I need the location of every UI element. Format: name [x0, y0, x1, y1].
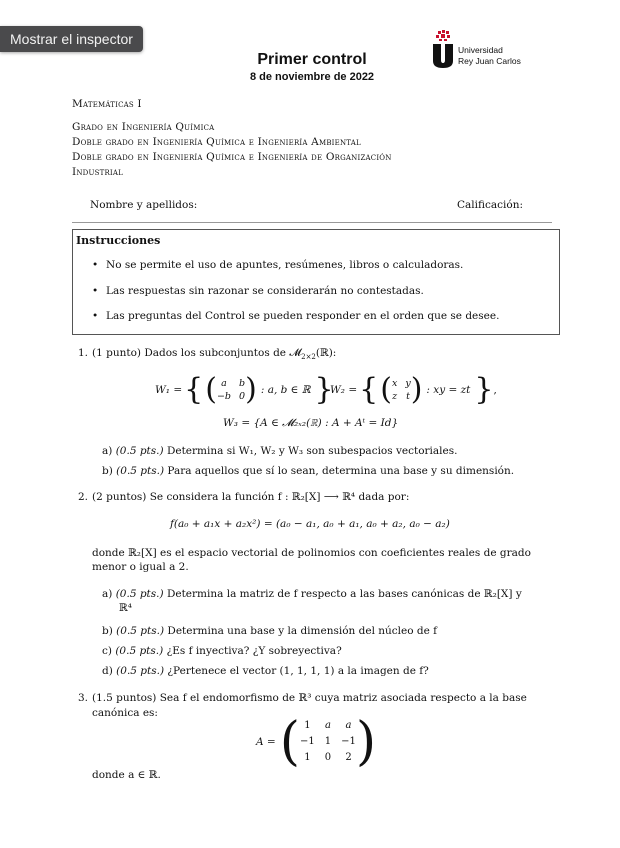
degree-line-1: Grado en Ingeniería Química	[72, 121, 215, 133]
degree-line-2: Doble grado en Ingeniería Química e Ingeniería Ambiental	[72, 136, 361, 148]
instructions-title: Instrucciones	[76, 234, 161, 247]
q1-set-w1: W₁ = { ( a b −b 0 ) : a, b ∈ ℝ }	[155, 372, 334, 407]
q1-intro: (1 punto) Dados los subconjuntos de 𝓜$_{2\times 2}$(ℝ):	[92, 347, 337, 362]
q1-set-w3: W₃ = {A ∈ 𝓜₂ₓ₂(ℝ) : A + Aᵗ = Id}	[223, 417, 399, 429]
university-logo	[430, 30, 540, 70]
logo-line-2: Rey Juan Carlos	[458, 56, 521, 66]
q2-number: 2.	[78, 491, 89, 503]
q3-matrix: A = ( 1 a a −1 1 −1 1 0 2 )	[256, 712, 377, 772]
subject-name: Matemáticas I	[72, 98, 142, 110]
q2-desc-line1: donde ℝ₂[X] es el espacio vectorial de polinomios con coeficientes reales de grado	[92, 547, 531, 559]
q3-intro-line1: (1.5 puntos) Sea f el endomorfismo de ℝ³ cuya matriz asociada respecto a la base	[92, 692, 527, 704]
q3-tail: donde a ∈ ℝ.	[92, 769, 161, 781]
q1-set-w2: W₂ = { ( x y z t ) : xy = zt } ,	[330, 372, 497, 407]
q1b: b) (0.5 pts.) Para aquellos que sí lo sean, determina una base y su dimensión.	[102, 465, 515, 477]
logo-line-1: Universidad	[458, 45, 503, 55]
urjc-emblem-icon	[430, 30, 456, 70]
q1-number: 1.	[78, 347, 89, 359]
q2-formula: f(a₀ + a₁x + a₂x²) = (a₀ − a₁, a₀ + a₁, a₀ + a₂, a₀ − a₂)	[170, 518, 450, 530]
q3-number: 3.	[78, 692, 89, 704]
q2a: a) (0.5 pts.) Determina la matriz de f respecto a las bases canónicas de ℝ₂[X] y	[102, 588, 522, 600]
grade-label: Calificación:	[457, 199, 524, 211]
degree-line-3: Doble grado en Ingeniería Química e Ingeniería de Organización	[72, 151, 392, 163]
q1a: a) (0.5 pts.) Determina si W₁, W₂ y W₃ son subespacios vectoriales.	[102, 445, 458, 457]
exam-date: 8 de noviembre de 2022	[249, 71, 375, 83]
page-title: Primer control	[257, 51, 367, 68]
instruction-item: • Las preguntas del Control se pueden responder en el orden que se desee.	[92, 310, 500, 322]
instruction-item: • No se permite el uso de apuntes, resúmenes, libros o calculadoras.	[92, 259, 464, 271]
instruction-item: • Las respuestas sin razonar se considerarán no contestadas.	[92, 285, 424, 297]
name-label: Nombre y apellidos:	[90, 199, 198, 211]
q2-desc-line2: menor o igual a 2.	[92, 561, 189, 573]
q3-intro-line2: canónica es:	[92, 707, 158, 719]
name-underline	[72, 222, 552, 223]
q2b: b) (0.5 pts.) Determina una base y la dimensión del núcleo de f	[102, 625, 438, 637]
q2c: c) (0.5 pts.) ¿Es f inyectiva? ¿Y sobreyectiva?	[102, 645, 342, 657]
q2-intro: (2 puntos) Se considera la función f : ℝ₂[X] ⟶ ℝ⁴ dada por:	[92, 491, 410, 503]
show-inspector-button[interactable]: Mostrar el inspector	[0, 26, 143, 52]
q2a-cont: ℝ⁴	[119, 602, 132, 614]
degree-line-3-cont: Industrial	[72, 166, 123, 178]
q2d: d) (0.5 pts.) ¿Pertenece el vector (1, 1, 1, 1) a la imagen de f?	[102, 665, 429, 677]
